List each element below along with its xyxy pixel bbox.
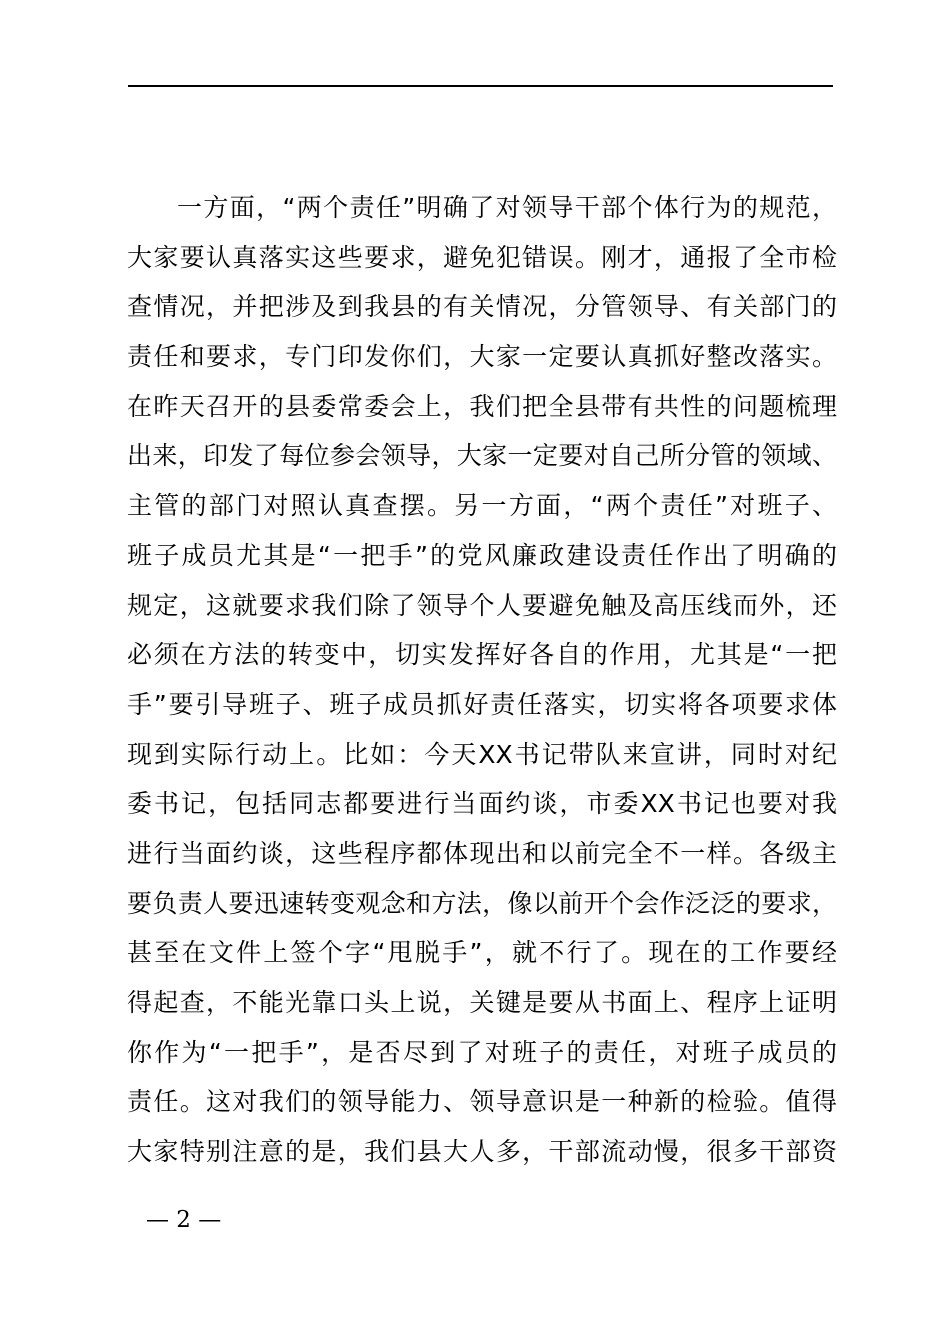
text-line: 你作为“一把手”，是否尽到了对班子的责任，对班子成员的 bbox=[127, 1037, 837, 1067]
text-line: 大家特别注意的是，我们县大人多，干部流动慢，很多干部资 bbox=[127, 1137, 837, 1167]
body-paragraph bbox=[127, 183, 837, 1177]
text-line: 班子成员尤其是“一把手”的党风廉政建设责任作出了明确的 bbox=[127, 540, 837, 570]
text-line: 一方面，“两个责任”明确了对领导干部个体行为的规范， bbox=[177, 193, 837, 222]
text-line: 出来，印发了每位参会领导，大家一定要对自己所分管的领域、 bbox=[127, 441, 837, 471]
text-line: 进行当面约谈，这些程序都体现出和以前完全不一样。各级主 bbox=[127, 838, 837, 868]
text-line: 责任和要求，专门印发你们，大家一定要认真抓好整改落实。 bbox=[127, 342, 837, 372]
text-line: 得起查，不能光靠口头上说，关键是要从书面上、程序上证明 bbox=[127, 988, 837, 1017]
text-line: 责任。这对我们的领导能力、领导意识是一种新的检验。值得 bbox=[127, 1087, 837, 1117]
text-line: 规定，这就要求我们除了领导个人要避免触及高压线而外，还 bbox=[127, 590, 837, 620]
text-line: 主管的部门对照认真查摆。另一方面，“两个责任”对班子、 bbox=[127, 491, 837, 521]
text-line: 查情况，并把涉及到我县的有关情况，分管领导、有关部门的 bbox=[127, 292, 837, 322]
text-line: 大家要认真落实这些要求，避免犯错误。刚才，通报了全市检 bbox=[127, 242, 837, 272]
text-line: 委书记，包括同志都要进行当面约谈，市委XX书记也要对我 bbox=[127, 789, 837, 819]
page-number: — 2 — bbox=[146, 1207, 222, 1233]
text-line: 现到实际行动上。比如：今天XX书记带队来宣讲，同时对纪 bbox=[127, 739, 837, 769]
text-line: 必须在方法的转变中，切实发挥好各自的作用，尤其是“一把 bbox=[127, 640, 837, 670]
text-line: 在昨天召开的县委常委会上，我们把全县带有共性的问题梳理 bbox=[127, 391, 837, 421]
text-line: 要负责人要迅速转变观念和方法，像以前开个会作泛泛的要求， bbox=[127, 888, 837, 918]
text-line: 手”要引导班子、班子成员抓好责任落实，切实将各项要求体 bbox=[127, 689, 837, 719]
header-rule bbox=[128, 85, 833, 87]
text-line: 甚至在文件上签个字“甩脱手”，就不行了。现在的工作要经 bbox=[127, 938, 837, 968]
